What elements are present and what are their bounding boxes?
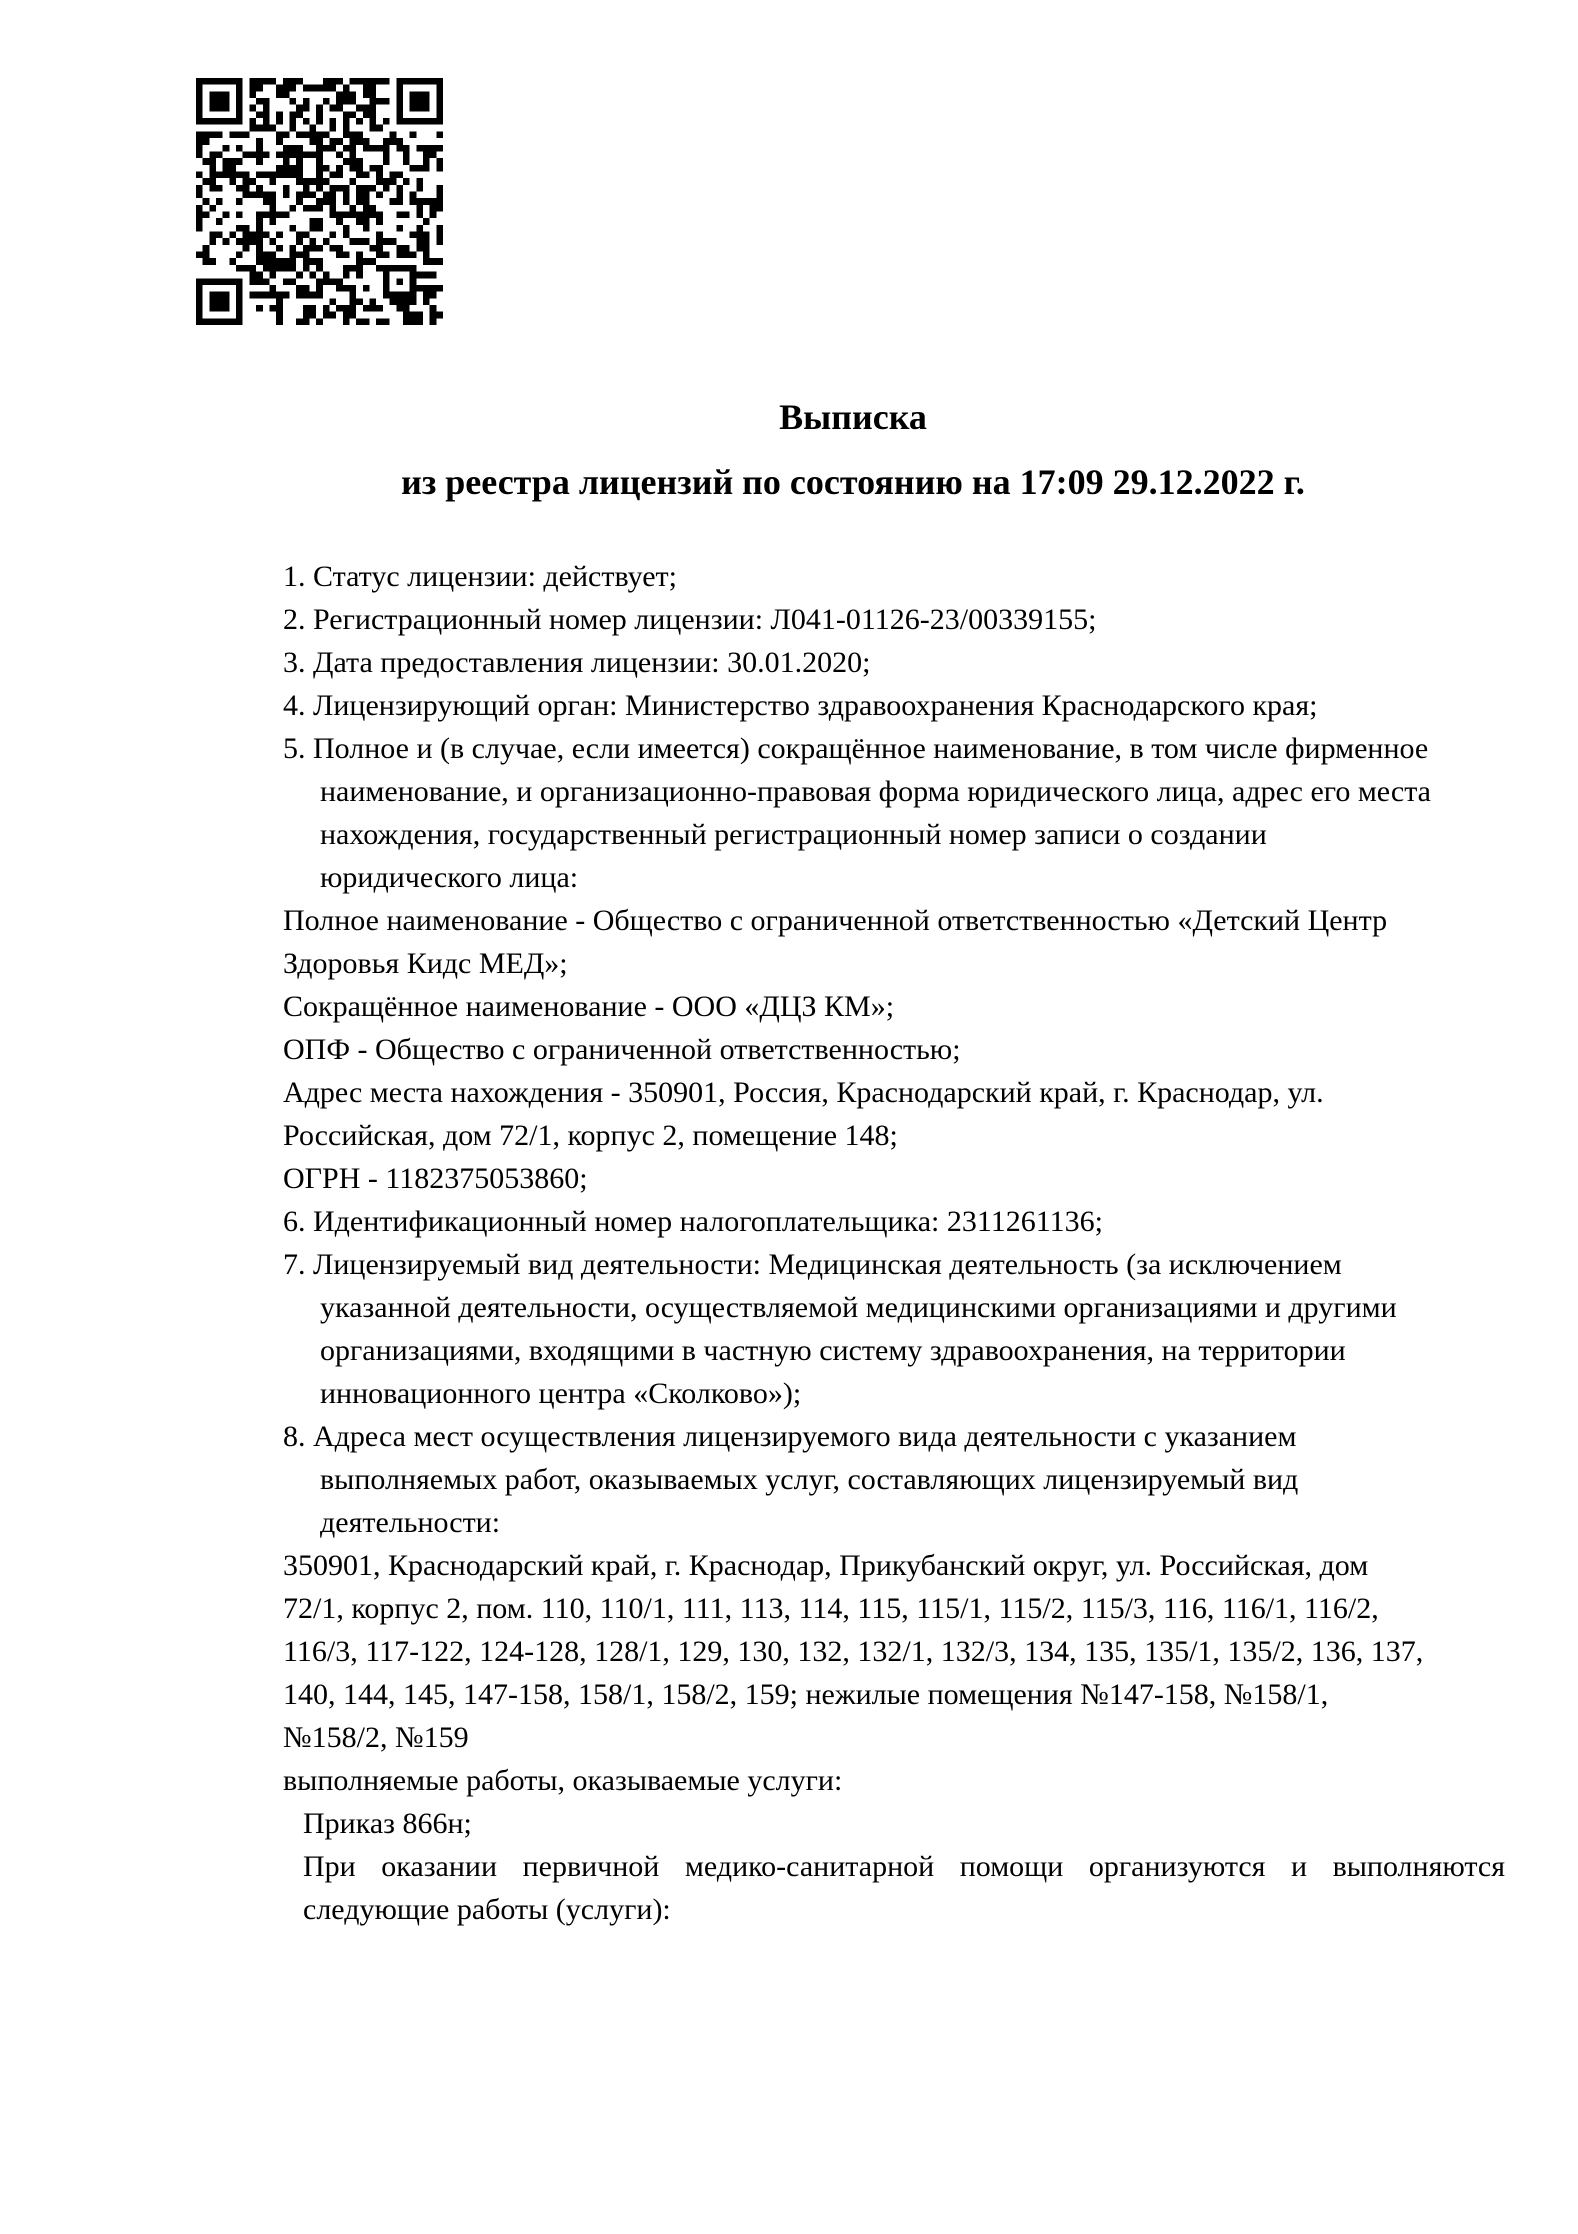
- inn-line: 6. Идентификационный номер налогоплательщика: 2311261136;: [283, 1205, 1103, 1238]
- activity-addresses-line: выполняемых работ, оказываемых услуг, составляющих лицензируемый вид: [320, 1463, 1299, 1496]
- document-content: [283, 392, 1505, 1931]
- activity-type-line: указанной деятельности, осуществляемой медицинскими организациями и другими: [320, 1291, 1397, 1324]
- title-block: [283, 392, 1423, 507]
- license-date-line: 3. Дата предоставления лицензии: 30.01.2020;: [283, 646, 871, 679]
- activity-addresses-clause: [283, 1415, 1505, 1544]
- org-name-clause: [283, 727, 1505, 899]
- legal-address-line: Адрес места нахождения - 350901, Россия, Краснодарский край, г. Краснодар, ул.: [283, 1076, 1324, 1109]
- license-status-line: 1. Статус лицензии: действует;: [283, 560, 677, 593]
- document-subtitle: из реестра лицензий по состоянию на 17:09 29.12.2022 г.: [401, 462, 1305, 502]
- work-address-line: №158/2, №159: [283, 1721, 469, 1754]
- qr-code-image: [196, 78, 443, 325]
- licensing-authority-line: 4. Лицензирующий орган: Министерство здравоохранения Краснодарского края;: [283, 689, 1318, 722]
- activity-type-line: организациями, входящими в частную систему здравоохранения, на территории: [320, 1334, 1346, 1367]
- qr-code: [196, 78, 443, 325]
- work-address-line: 350901, Краснодарский край, г. Краснодар, Прикубанский округ, ул. Российская, дом: [283, 1549, 1369, 1582]
- document-body: [283, 555, 1505, 1931]
- work-address-line: 72/1, корпус 2, пом. 110, 110/1, 111, 113, 114, 115, 115/1, 115/2, 115/3, 116, 116/1, 116/2,: [283, 1592, 1379, 1625]
- org-name-clause-line: нахождения, государственный регистрационный номер записи о создании: [320, 818, 1267, 851]
- activity-addresses-line: деятельности:: [320, 1506, 501, 1539]
- works-header-line: выполняемые работы, оказываемые услуги:: [283, 1764, 843, 1797]
- primary-care-clause: [283, 1845, 1505, 1931]
- full-name-line-2: Здоровья Кидс МЕД»;: [283, 947, 568, 980]
- license-number-line: 2. Регистрационный номер лицензии: Л041-01126-23/00339155;: [283, 603, 1097, 636]
- activity-type-clause: [283, 1243, 1505, 1415]
- activity-type-line: инновационного центра «Сколково»);: [320, 1377, 802, 1410]
- order-866n-line: Приказ 866н;: [303, 1807, 472, 1840]
- org-name-clause-line: 5. Полное и (в случае, если имеется) сокращённое наименование, в том числе фирменное: [283, 732, 1429, 765]
- document-title: Выписка: [779, 397, 927, 437]
- primary-care-line-2: следующие работы (услуги):: [303, 1893, 671, 1926]
- org-details-block: [283, 899, 1505, 1200]
- work-address-line: 140, 144, 145, 147-158, 158/1, 158/2, 159; нежилые помещения №147-158, №158/1,: [283, 1678, 1329, 1711]
- org-name-clause-line: юридического лица:: [320, 861, 579, 894]
- work-address-block: [283, 1544, 1505, 1759]
- org-name-clause-line: наименование, и организационно-правовая форма юридического лица, адрес его места: [320, 775, 1431, 808]
- work-address-line: 116/3, 117-122, 124-128, 128/1, 129, 130, 132, 132/1, 132/3, 134, 135, 135/1, 135/2, 136, 137,: [283, 1635, 1424, 1668]
- activity-addresses-line: 8. Адреса мест осуществления лицензируемого вида деятельности с указанием: [283, 1420, 1297, 1453]
- legal-address-line-2: Российская, дом 72/1, корпус 2, помещение 148;: [283, 1119, 898, 1152]
- ogrn-line: ОГРН - 1182375053860;: [283, 1162, 588, 1195]
- opf-line: ОПФ - Общество с ограниченной ответственностью;: [283, 1033, 961, 1066]
- full-name-line: Полное наименование - Общество с ограниченной ответственностью «Детский Центр: [283, 904, 1388, 937]
- primary-care-line: При оказании первичной медико-санитарной помощи организуются и выполняются: [303, 1850, 1505, 1883]
- short-name-line: Сокращённое наименование - ООО «ДЦЗ КМ»;: [283, 990, 895, 1023]
- activity-type-line: 7. Лицензируемый вид деятельности: Медицинская деятельность (за исключением: [283, 1248, 1342, 1281]
